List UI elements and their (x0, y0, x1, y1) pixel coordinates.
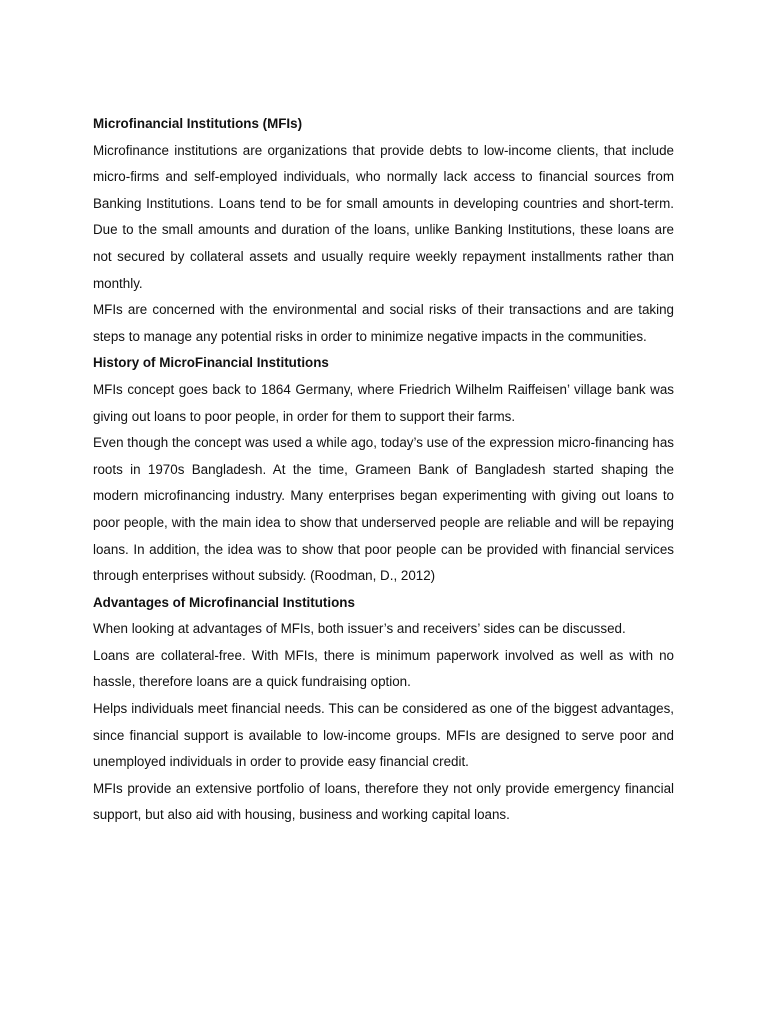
paragraph-advantages-intro: When looking at advantages of MFIs, both issuer’s and receivers’ sides can be discussed. (93, 621, 626, 637)
heading-mfis: Microfinancial Institutions (MFIs) (93, 116, 303, 131)
paragraph-advantages-needs: Helps individuals meet financial needs. This can be considered as one of the biggest advantages, since financial support is available to low-income groups. MFIs are designed to serve poor and unemployed individuals in order to provide easy financial credit. (93, 701, 674, 770)
paragraph-history-modern: Even though the concept was used a while ago, today’s use of the expression micro-financing has roots in 1970s Bangladesh. At the time, Grameen Bank of Bangladesh started shaping the modern microfinancing industry. Many enterprises began experimenting with giving out loans to poor people, with the main idea to show that underserved people are reliable and will be repaying loans. In addition, the idea was to show that poor people can be provided with financial services through enterprises without subsidy. (Roodman, D., 2012) (93, 435, 674, 584)
paragraph-history-origin: MFIs concept goes back to 1864 Germany, where Friedrich Wilhelm Raiffeisen’ village bank was giving out loans to poor people, in order for them to support their farms. (93, 381, 674, 424)
paragraph-advantages-collateral: Loans are collateral-free. With MFIs, there is minimum paperwork involved as well as with no hassle, therefore loans are a quick fundraising option. (93, 647, 674, 690)
paragraph-mfis-risks: MFIs are concerned with the environmental and social risks of their transactions and are taking steps to manage any potential risks in order to minimize negative impacts in the communities. (93, 302, 674, 344)
paragraph-mfis-definition: Microfinance institutions are organizations that provide debts to low-income clients, that include micro-firms and self-employed individuals, who normally lack access to financial sources from Banking Institutions. Loans tend to be for small amounts in developing countries and short-term. Due to the small amounts and duration of the loans, unlike Banking Institutions, these loans are not secured by collateral assets and usually require weekly repayment installments rather than monthly. (93, 142, 674, 291)
heading-advantages: Advantages of Microfinancial Institutions (93, 594, 355, 610)
paragraph-advantages-portfolio: MFIs provide an extensive portfolio of loans, therefore they not only provide emergency financial support, but also aid with housing, business and working capital loans. (93, 780, 674, 823)
document-page (93, 111, 674, 829)
heading-history: History of MicroFinancial Institutions (93, 355, 329, 371)
